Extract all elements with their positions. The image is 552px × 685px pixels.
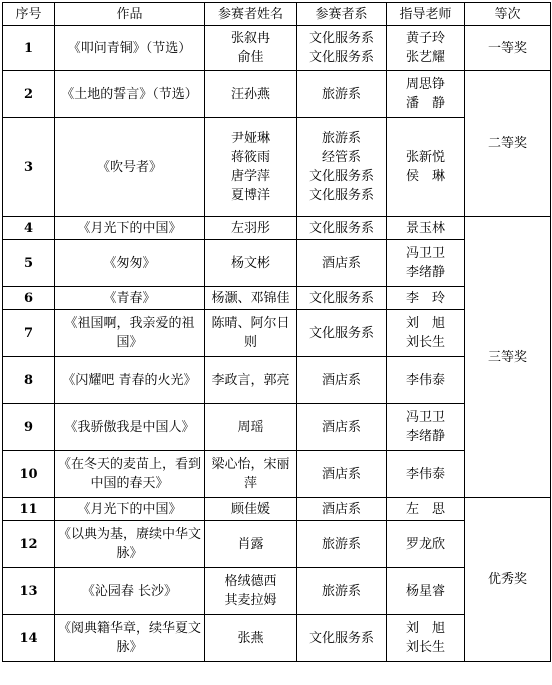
- participant-departments: [297, 404, 387, 451]
- instructor-name: 冯卫卫: [405, 410, 445, 425]
- instructors: [387, 357, 465, 404]
- work-title: 《土地的誓言》（节选）: [55, 71, 205, 118]
- participant-names: [205, 310, 297, 357]
- participant-name: 蒋筱雨: [230, 150, 270, 165]
- participant-departments: [297, 287, 387, 310]
- participant-departments: [297, 118, 387, 217]
- participant-names: [205, 568, 297, 615]
- instructor-name: 刘 旭: [405, 621, 445, 636]
- participant-name: 顾佳媛: [230, 501, 270, 517]
- row-number: 2: [3, 71, 55, 118]
- participant-name: 周瑶: [237, 419, 264, 435]
- instructors: [387, 287, 465, 310]
- instructor-name: 冯卫卫: [405, 246, 445, 261]
- row-number: 10: [3, 451, 55, 498]
- participant-department: 酒店系: [321, 419, 361, 435]
- row-number: 7: [3, 310, 55, 357]
- work-title: 《青春》: [55, 287, 205, 310]
- row-number: 14: [3, 615, 55, 662]
- participant-names: [205, 71, 297, 118]
- participant-department: 酒店系: [321, 372, 361, 388]
- instructor-name: 李 玲: [405, 290, 445, 306]
- participant-name: 陈晴、阿尔日则: [211, 316, 290, 350]
- participant-department: 经管系: [321, 150, 361, 165]
- instructor-name: 李绪静: [405, 265, 445, 280]
- participant-names: [205, 498, 297, 521]
- instructor-name: 周思铮: [405, 77, 445, 92]
- instructors: [387, 615, 465, 662]
- participant-name: 俞佳: [237, 50, 264, 65]
- participant-names: [205, 118, 297, 217]
- participant-departments: [297, 451, 387, 498]
- participant-departments: [297, 498, 387, 521]
- work-title: 《阅典籍华章，续华夏文脉》: [55, 615, 205, 662]
- participant-department: 旅游系: [321, 86, 361, 102]
- work-title: 《祖国啊，我亲爱的祖国》: [55, 310, 205, 357]
- instructor-name: 罗龙欣: [405, 536, 445, 552]
- instructor-name: 李绪静: [405, 429, 445, 444]
- participant-name: 梁心怡，宋丽萍: [211, 457, 290, 491]
- row-number: 6: [3, 287, 55, 310]
- work-title: 《沁园春 长沙》: [55, 568, 205, 615]
- instructor-name: 杨星睿: [405, 583, 445, 599]
- participant-name: 杨文彬: [230, 255, 270, 271]
- participant-departments: [297, 615, 387, 662]
- instructor-name: 李伟泰: [405, 466, 445, 482]
- work-title: 《月光下的中国》: [55, 498, 205, 521]
- participant-names: [205, 26, 297, 71]
- participant-name: 夏博洋: [230, 188, 270, 203]
- participant-name: 左羽彤: [230, 220, 270, 236]
- participant-names: [205, 615, 297, 662]
- award-rank: 二等奖: [465, 71, 551, 217]
- instructor-name: 张新悦: [405, 150, 445, 165]
- participant-name: 肖露: [237, 536, 264, 552]
- instructor-name: 刘 旭: [405, 316, 445, 331]
- instructor-name: 李伟泰: [405, 372, 445, 388]
- table-row: [3, 217, 551, 240]
- header-work: 作品: [55, 3, 205, 26]
- table-row: [3, 26, 551, 71]
- table-body: [3, 26, 551, 662]
- instructors: [387, 498, 465, 521]
- instructors: [387, 217, 465, 240]
- work-title: 《匆匆》: [55, 240, 205, 287]
- header-num: 序号: [3, 3, 55, 26]
- participant-name: 其麦拉姆: [224, 593, 277, 608]
- instructor-name: 景玉林: [405, 220, 445, 236]
- participant-name: 李政言，郭亮: [211, 372, 290, 388]
- header-row: [3, 3, 551, 26]
- participant-departments: [297, 357, 387, 404]
- participant-names: [205, 357, 297, 404]
- header-names: 参赛者姓名: [205, 3, 297, 26]
- row-number: 12: [3, 521, 55, 568]
- row-number: 1: [3, 26, 55, 71]
- instructors: [387, 310, 465, 357]
- work-title: 《吹号者》: [55, 118, 205, 217]
- row-number: 4: [3, 217, 55, 240]
- instructors: [387, 118, 465, 217]
- row-number: 5: [3, 240, 55, 287]
- participant-department: 文化服务系: [308, 188, 374, 203]
- participant-department: 文化服务系: [308, 169, 374, 184]
- participant-department: 文化服务系: [308, 325, 374, 341]
- instructor-name: 潘 静: [405, 96, 445, 111]
- participant-departments: [297, 217, 387, 240]
- participant-departments: [297, 26, 387, 71]
- award-rank: 优秀奖: [465, 498, 551, 662]
- row-number: 13: [3, 568, 55, 615]
- participant-names: [205, 404, 297, 451]
- header-teacher: 指导老师: [387, 3, 465, 26]
- participant-names: [205, 217, 297, 240]
- award-rank: 三等奖: [465, 217, 551, 498]
- work-title: 《叩问青铜》（节选）: [55, 26, 205, 71]
- participant-department: 旅游系: [321, 536, 361, 552]
- participant-department: 文化服务系: [308, 50, 374, 65]
- participant-department: 酒店系: [321, 501, 361, 517]
- participant-name: 杨灏、邓锦佳: [211, 290, 290, 306]
- work-title: 《闪耀吧 青春的火光》: [55, 357, 205, 404]
- row-number: 3: [3, 118, 55, 217]
- instructors: [387, 240, 465, 287]
- participant-name: 汪孙燕: [230, 86, 270, 102]
- participant-names: [205, 451, 297, 498]
- instructor-name: 左 思: [405, 501, 445, 517]
- work-title: 《月光下的中国》: [55, 217, 205, 240]
- participant-names: [205, 240, 297, 287]
- header-dept: 参赛者系: [297, 3, 387, 26]
- awards-table: [2, 2, 551, 662]
- participant-names: [205, 287, 297, 310]
- participant-department: 旅游系: [321, 131, 361, 146]
- participant-department: 文化服务系: [308, 290, 374, 306]
- participant-departments: [297, 71, 387, 118]
- participant-name: 张叙冉: [230, 31, 270, 46]
- row-number: 8: [3, 357, 55, 404]
- work-title: 《以典为基，赓续中华文脉》: [55, 521, 205, 568]
- instructor-name: 侯 琳: [405, 169, 445, 184]
- header-rank: 等次: [465, 3, 551, 26]
- instructor-name: 刘长生: [405, 335, 445, 350]
- participant-department: 酒店系: [321, 466, 361, 482]
- participant-department: 文化服务系: [308, 31, 374, 46]
- table-row: [3, 71, 551, 118]
- instructors: [387, 71, 465, 118]
- instructor-name: 张艺耀: [405, 50, 445, 65]
- table-row: [3, 498, 551, 521]
- participant-name: 唐学萍: [230, 169, 270, 184]
- instructor-name: 刘长生: [405, 640, 445, 655]
- participant-departments: [297, 521, 387, 568]
- work-title: 《我骄傲我是中国人》: [55, 404, 205, 451]
- instructors: [387, 451, 465, 498]
- participant-departments: [297, 240, 387, 287]
- participant-department: 文化服务系: [308, 630, 374, 646]
- instructors: [387, 26, 465, 71]
- instructor-name: 黄子玲: [405, 31, 445, 46]
- participant-name: 张燕: [237, 630, 264, 646]
- instructors: [387, 404, 465, 451]
- instructors: [387, 521, 465, 568]
- participant-name: 格绒德西: [224, 574, 277, 589]
- work-title: 《在冬天的麦苗上，看到中国的春天》: [55, 451, 205, 498]
- participant-names: [205, 521, 297, 568]
- participant-departments: [297, 568, 387, 615]
- instructors: [387, 568, 465, 615]
- participant-name: 尹娅琳: [230, 131, 270, 146]
- participant-department: 酒店系: [321, 255, 361, 271]
- participant-department: 文化服务系: [308, 220, 374, 236]
- participant-departments: [297, 310, 387, 357]
- row-number: 9: [3, 404, 55, 451]
- row-number: 11: [3, 498, 55, 521]
- award-rank: 一等奖: [465, 26, 551, 71]
- participant-department: 旅游系: [321, 583, 361, 599]
